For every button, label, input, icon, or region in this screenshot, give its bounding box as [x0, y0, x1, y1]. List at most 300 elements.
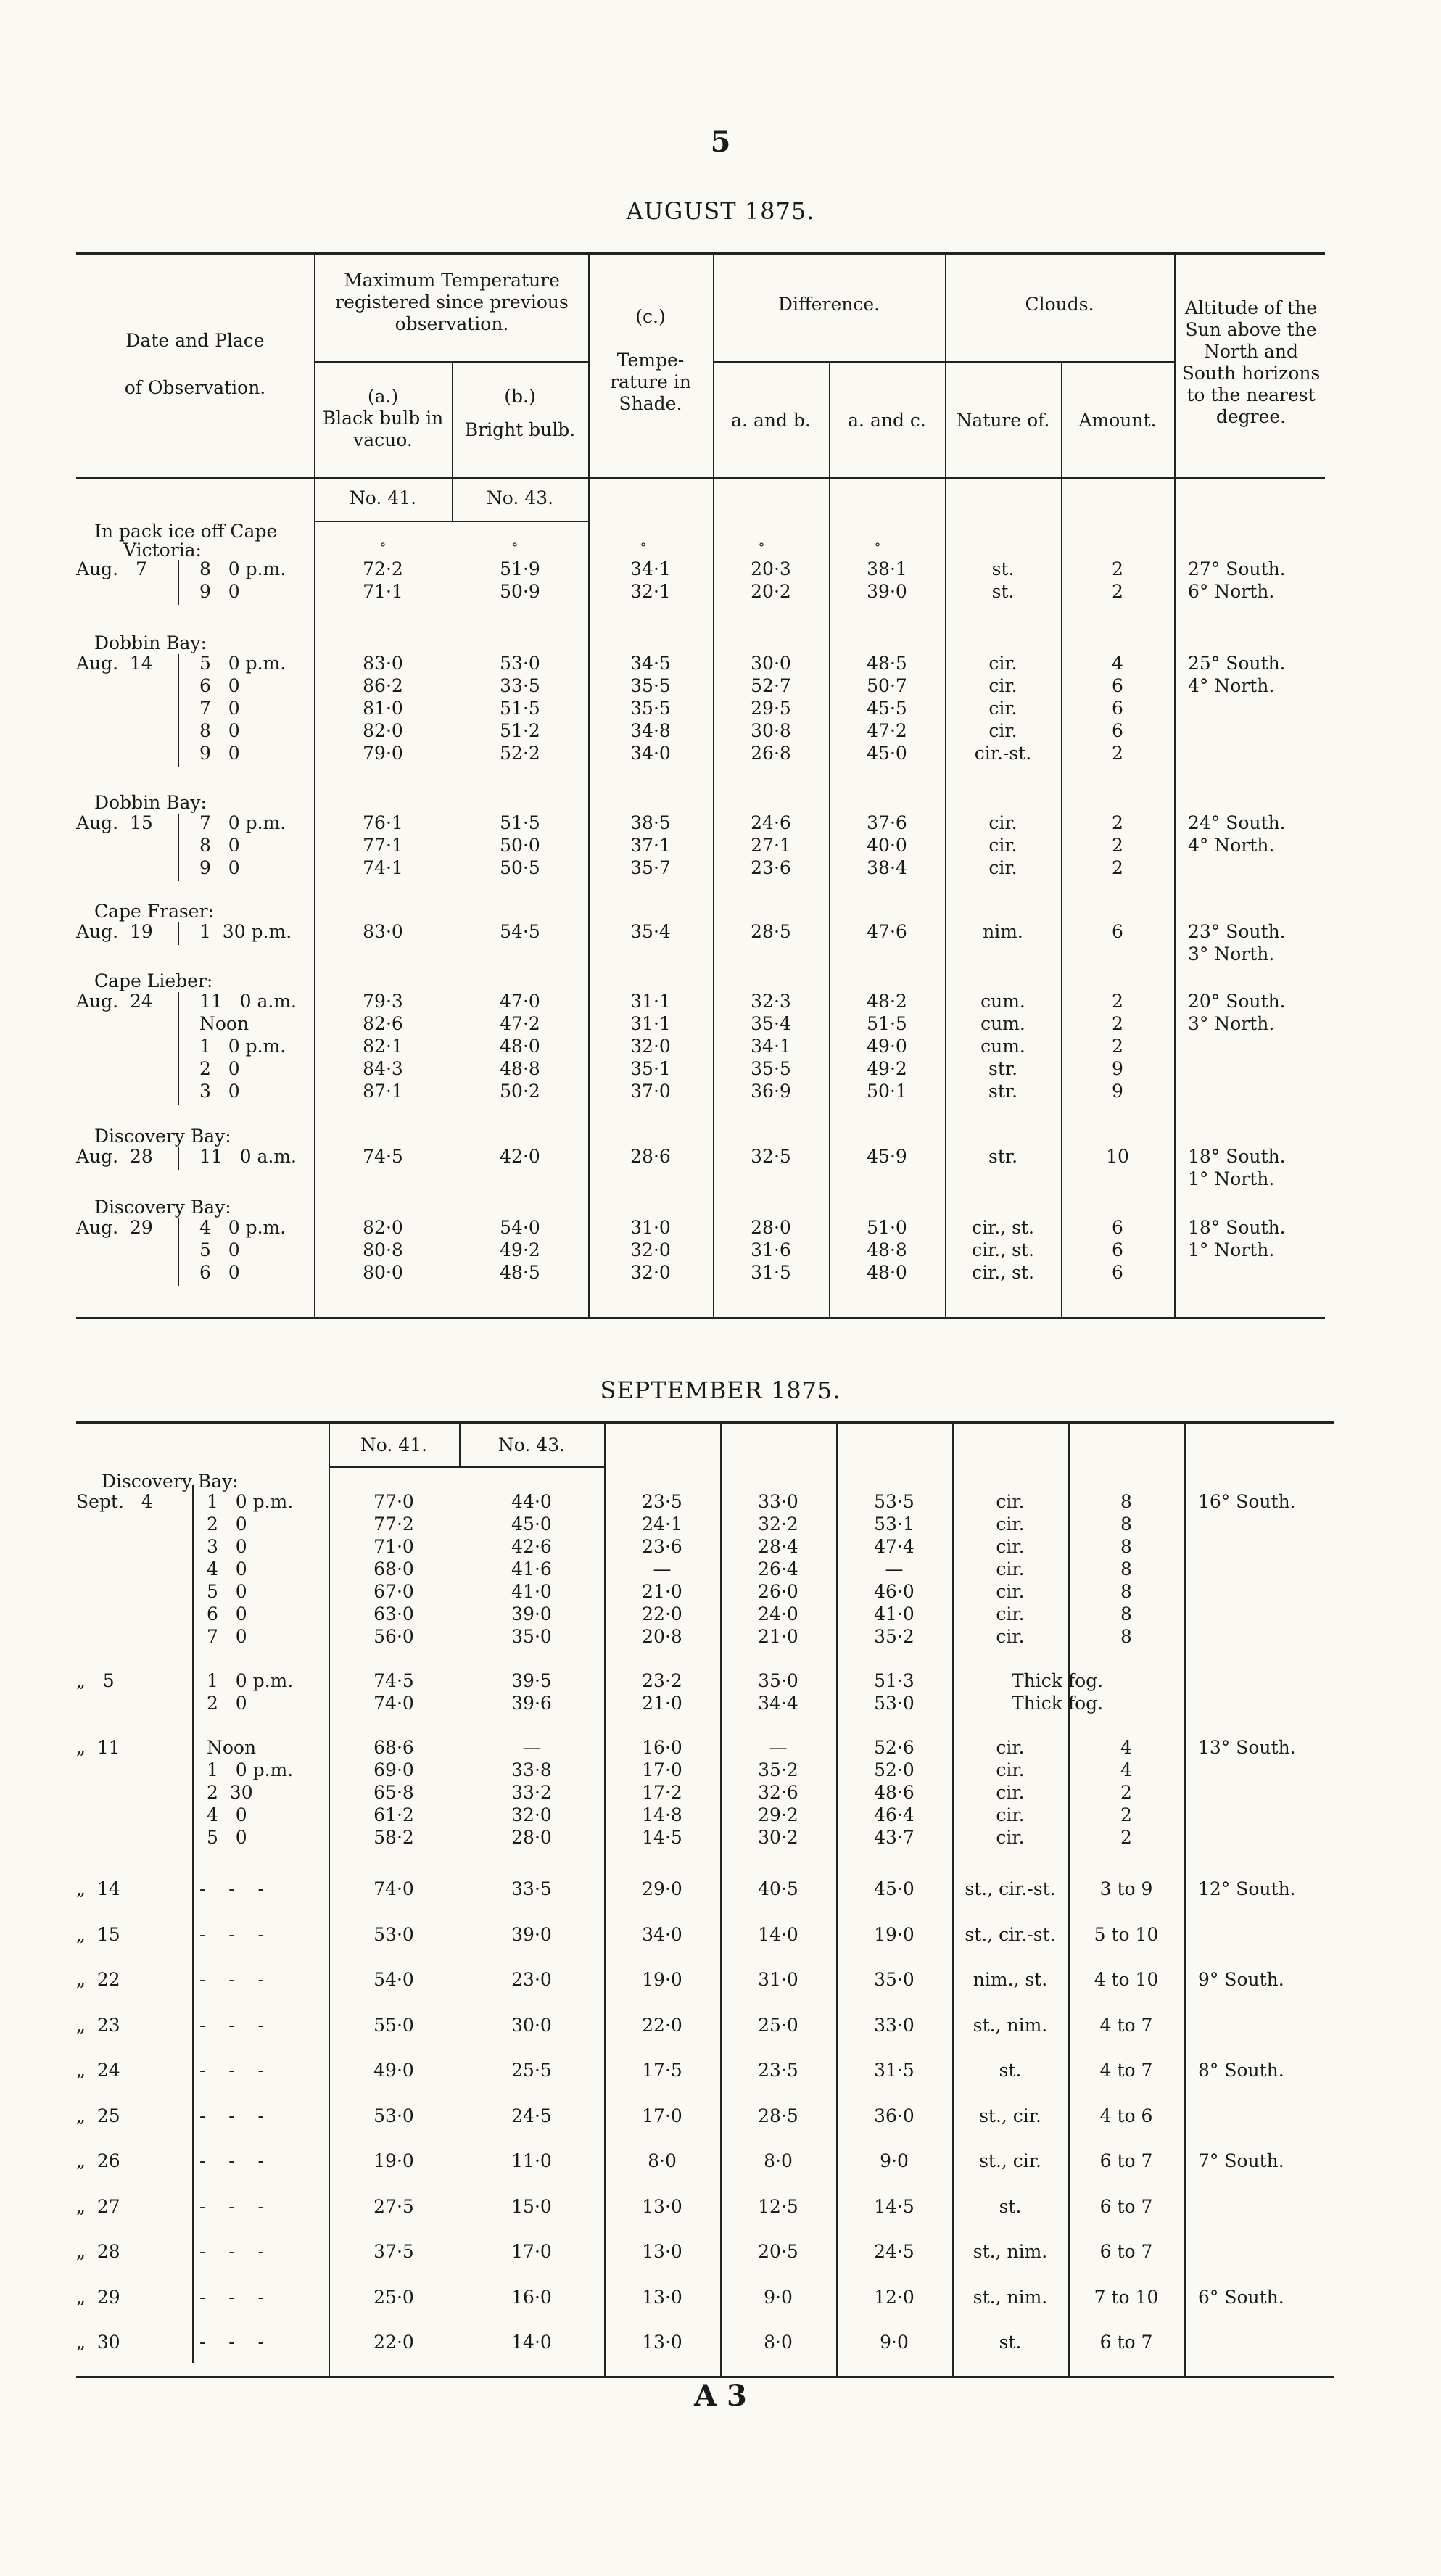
place-name: Dobbin Bay:: [94, 792, 207, 813]
value-ac: 48·6: [874, 1782, 914, 1803]
value-b: 33·8: [511, 1759, 552, 1780]
value-c: 34·5: [630, 653, 671, 674]
value-a: 79·3: [363, 991, 403, 1012]
degree-mark-a: °: [379, 541, 387, 556]
value-ac: 36·0: [874, 2105, 914, 2126]
value-a: 71·1: [363, 581, 403, 602]
value-b: 44·0: [511, 1491, 552, 1512]
value-a: 58·2: [373, 1827, 414, 1848]
value-b: 50·5: [500, 857, 540, 878]
value-b: 52·2: [500, 743, 540, 764]
obs-date: „ 22: [76, 1969, 120, 1990]
date-bar: [178, 992, 179, 1105]
value-b: 24·5: [511, 2105, 552, 2126]
ditto-dashes: - - -: [199, 2060, 264, 2081]
value-ab: 35·2: [758, 1759, 798, 1780]
sun-altitude: 1° North.: [1188, 1239, 1275, 1260]
sun-altitude: 1° North.: [1188, 1168, 1275, 1189]
sep-top-rule: [76, 1421, 1334, 1424]
value-ab: 31·6: [751, 1239, 791, 1260]
cloud-nature: cir.: [988, 675, 1017, 696]
value-a: 74·5: [363, 1146, 403, 1167]
value-ac: 47·6: [867, 921, 907, 942]
value-ac: 35·2: [874, 1626, 914, 1647]
value-b: 45·0: [511, 1514, 552, 1535]
obs-date: „ 25: [76, 2105, 120, 2126]
obs-date: Aug. 24: [76, 991, 153, 1012]
ditto-dashes: - - -: [199, 2332, 264, 2353]
cloud-amount: 8: [1120, 1603, 1132, 1625]
obs-time: 1 0 p.m.: [207, 1759, 294, 1780]
obs-time: 11 0 a.m.: [199, 991, 297, 1012]
obs-time: 8 0: [199, 835, 240, 856]
obs-time: 4 0 p.m.: [199, 1217, 286, 1238]
degree-mark-ab: °: [758, 541, 765, 556]
value-ab: 8·0: [764, 2150, 793, 2171]
obs-date: „ 23: [76, 2014, 120, 2036]
obs-date: Aug. 14: [76, 653, 153, 674]
value-b: 50·9: [500, 581, 540, 602]
obs-time: 8 0: [199, 720, 240, 741]
cloud-amount: 2: [1120, 1782, 1132, 1803]
sun-altitude: 7° South.: [1198, 2150, 1284, 2171]
value-c: 32·0: [630, 1239, 671, 1260]
value-ab: 31·5: [751, 1262, 791, 1283]
value-ab: 25·0: [758, 2014, 798, 2036]
value-ac: 49·0: [867, 1036, 907, 1057]
ditto-dashes: - - -: [199, 1923, 264, 1945]
sun-altitude: 27° South.: [1188, 558, 1286, 579]
hdr-date-place: Date and Place: [125, 330, 265, 351]
value-b: 17·0: [511, 2241, 552, 2262]
value-ac: 47·2: [867, 720, 907, 741]
obs-time: 9 0: [199, 743, 240, 764]
value-b: 33·2: [511, 1782, 552, 1803]
value-a: 63·0: [373, 1603, 414, 1625]
sep-col-alt: [1184, 1421, 1186, 2376]
obs-time: 6 0: [199, 675, 240, 696]
value-ab: 14·0: [758, 1923, 798, 1945]
place-name: Cape Lieber:: [94, 970, 213, 991]
value-a: 74·5: [373, 1670, 414, 1691]
value-ac: 41·0: [874, 1603, 914, 1625]
value-b: 41·6: [511, 1559, 552, 1580]
cloud-nature: st., cir.-st.: [965, 1923, 1056, 1945]
value-b: 49·2: [500, 1239, 540, 1260]
value-c: 13·0: [642, 2286, 682, 2308]
value-ac: 12·0: [874, 2286, 914, 2308]
cloud-nature: cir.: [988, 720, 1017, 741]
value-ab: 35·5: [751, 1058, 791, 1079]
value-ab: 23·5: [758, 2060, 798, 2081]
value-ab: 29·5: [751, 698, 791, 719]
value-ab: 35·0: [758, 1670, 798, 1691]
value-ac: 46·0: [874, 1581, 914, 1602]
value-a: 83·0: [363, 921, 403, 942]
value-ac: 38·4: [867, 857, 907, 878]
value-b: 42·0: [500, 1146, 540, 1167]
value-c: 21·0: [642, 1693, 682, 1714]
cloud-nature: str.: [988, 1146, 1018, 1167]
value-b: 50·0: [500, 835, 540, 856]
obs-time: 3 0: [199, 1081, 240, 1102]
cloud-amount: 2: [1112, 1013, 1123, 1034]
value-ab: 31·0: [758, 1969, 798, 1990]
sep-date-bar: [192, 1485, 194, 2363]
cloud-amount: 6: [1112, 1217, 1123, 1238]
cloud-nature: cir.: [988, 653, 1017, 674]
value-b: 53·0: [500, 653, 540, 674]
value-a: 74·1: [363, 857, 403, 878]
hdr-no43: No. 43.: [486, 487, 554, 508]
value-ab: 28·5: [758, 2105, 798, 2126]
hdr-ab: a. and b.: [731, 410, 811, 431]
value-c: 22·0: [642, 1603, 682, 1625]
value-a: 69·0: [373, 1759, 414, 1780]
sun-altitude: 4° North.: [1188, 675, 1275, 696]
value-c: 13·0: [642, 2332, 682, 2353]
obs-date: Aug. 29: [76, 1217, 153, 1238]
obs-date: „ 29: [76, 2286, 120, 2308]
value-c: 35·4: [630, 921, 671, 942]
value-c: 35·5: [630, 698, 671, 719]
date-bar: [178, 560, 179, 605]
value-ac: 24·5: [874, 2241, 914, 2262]
value-ab: 33·0: [758, 1491, 798, 1512]
value-a: 27·5: [373, 2195, 414, 2217]
cloud-nature: cum.: [980, 991, 1025, 1012]
value-a: 83·0: [363, 653, 403, 674]
ditto-dashes: - - -: [199, 1969, 264, 1990]
cloud-nature: cir.: [996, 1581, 1025, 1602]
hdr-amount: Amount.: [1078, 410, 1157, 431]
obs-date: Aug. 15: [76, 812, 153, 833]
value-a: 77·2: [373, 1514, 414, 1535]
value-ac: 48·8: [867, 1239, 907, 1260]
value-ac: 52·6: [874, 1737, 914, 1758]
value-ab: 28·0: [751, 1217, 791, 1238]
obs-time: 7 0 p.m.: [199, 812, 286, 833]
cloud-amount: 2: [1112, 857, 1123, 878]
cloud-amount: 8: [1120, 1514, 1132, 1535]
value-ab: 52·7: [751, 675, 791, 696]
value-c: 22·0: [642, 2014, 682, 2036]
hdr-nature: Nature of.: [956, 410, 1050, 431]
value-ac: 51·3: [874, 1670, 914, 1691]
sep-hdr-no41: No. 41.: [360, 1434, 428, 1456]
cloud-amount: 8: [1120, 1536, 1132, 1557]
value-b: 33·5: [511, 1878, 552, 1899]
cloud-amount: 7 to 10: [1094, 2286, 1159, 2308]
date-bar: [178, 1147, 179, 1170]
date-bar: [178, 1218, 179, 1286]
value-c: 17·0: [642, 2105, 682, 2126]
value-a: 65·8: [373, 1782, 414, 1803]
value-c: 31·0: [630, 1217, 671, 1238]
value-ab: 30·0: [751, 653, 791, 674]
value-ac: 51·5: [867, 1013, 907, 1034]
obs-date: „ 15: [76, 1923, 120, 1945]
cloud-amount: 9: [1112, 1081, 1123, 1102]
value-a: 87·1: [363, 1081, 403, 1102]
aug-bottom-rule: [76, 1317, 1325, 1319]
value-c: 23·5: [642, 1491, 682, 1512]
value-ac: 52·0: [874, 1759, 914, 1780]
value-b: 50·2: [500, 1081, 540, 1102]
value-a: 61·2: [373, 1804, 414, 1825]
hdr-difference: Difference.: [777, 294, 880, 315]
cloud-nature: cir.: [988, 812, 1017, 833]
cloud-amount: 4: [1120, 1759, 1132, 1780]
value-c: 31·1: [630, 991, 671, 1012]
value-b: 39·5: [511, 1670, 552, 1691]
hdr-clouds: Clouds.: [1025, 294, 1094, 315]
value-a: 86·2: [363, 675, 403, 696]
value-a: 81·0: [363, 698, 403, 719]
value-a: 84·3: [363, 1058, 403, 1079]
value-b: 11·0: [511, 2150, 552, 2171]
obs-time: 11 0 a.m.: [199, 1146, 297, 1167]
sep-hdr-no43: No. 43.: [497, 1434, 566, 1456]
cloud-nature: cir.: [988, 698, 1017, 719]
value-b: 23·0: [511, 1969, 552, 1990]
value-ab: 28·5: [751, 921, 791, 942]
value-ab: —: [769, 1737, 788, 1758]
cloud-amount: 8: [1120, 1559, 1132, 1580]
obs-time: 7 0: [207, 1626, 247, 1647]
cloud-nature: str.: [988, 1081, 1018, 1102]
obs-time: 9 0: [199, 857, 240, 878]
place-name: In pack ice off Cape: [94, 521, 278, 542]
value-ab: 34·4: [758, 1693, 798, 1714]
value-ab: 26·4: [758, 1559, 798, 1580]
cloud-nature: st., cir.-st.: [965, 1878, 1056, 1899]
obs-time: 1 0 p.m.: [199, 1036, 286, 1057]
obs-date: „ 28: [76, 2241, 120, 2262]
value-a: 68·0: [373, 1559, 414, 1580]
value-ab: 40·5: [758, 1878, 798, 1899]
hdr-c-text: Tempe- rature in Shade.: [610, 350, 691, 414]
value-ac: 37·6: [867, 812, 907, 833]
cloud-nature: cir., st.: [972, 1217, 1034, 1238]
value-ac: 45·5: [867, 698, 907, 719]
hdr-of-observation: of Observation.: [124, 377, 266, 398]
value-b: 54·0: [500, 1217, 540, 1238]
value-a: 82·1: [363, 1036, 403, 1057]
value-b: 51·5: [500, 812, 540, 833]
value-c: 37·1: [630, 835, 671, 856]
value-ab: 24·0: [758, 1603, 798, 1625]
value-ab: 20·5: [758, 2241, 798, 2262]
value-ac: 50·1: [867, 1081, 907, 1102]
sun-altitude: 18° South.: [1188, 1146, 1286, 1167]
date-bar: [178, 922, 179, 945]
cloud-amount: 5 to 10: [1094, 1923, 1159, 1945]
aug-top-rule: [76, 252, 1325, 255]
sun-altitude: 4° North.: [1188, 835, 1275, 856]
value-a: 56·0: [373, 1626, 414, 1647]
obs-time: 2 30: [207, 1782, 253, 1803]
value-c: 32·0: [630, 1262, 671, 1283]
cloud-nature: cir.: [996, 1491, 1025, 1512]
value-c: 34·0: [630, 743, 671, 764]
cloud-amount: 6 to 7: [1099, 2332, 1153, 2353]
value-c: 37·0: [630, 1081, 671, 1102]
value-ab: 20·3: [751, 558, 791, 579]
cloud-nature: st.: [999, 2195, 1022, 2217]
value-c: 13·0: [642, 2241, 682, 2262]
value-c: 28·6: [630, 1146, 671, 1167]
cloud-amount: 8: [1120, 1491, 1132, 1512]
cloud-amount: 4 to 6: [1099, 2105, 1153, 2126]
place-name: Cape Fraser:: [94, 901, 214, 922]
cloud-nature: cir., st.: [972, 1262, 1034, 1283]
value-b: 42·6: [511, 1536, 552, 1557]
value-ac: 9·0: [880, 2150, 909, 2171]
degree-mark-c: °: [640, 541, 647, 556]
cloud-amount: 2: [1112, 835, 1123, 856]
value-ac: 48·0: [867, 1262, 907, 1283]
obs-time: 4 0: [207, 1804, 247, 1825]
september-title: SEPTEMBER 1875.: [600, 1376, 841, 1404]
cloud-amount: 2: [1112, 991, 1123, 1012]
cloud-amount: 4 to 7: [1099, 2060, 1153, 2081]
value-b: 32·0: [511, 1804, 552, 1825]
aug-col-alt: [1174, 252, 1176, 1317]
value-c: 14·8: [642, 1804, 682, 1825]
cloud-nature: nim., st.: [973, 1969, 1048, 1990]
cloud-amount: 8: [1120, 1626, 1132, 1647]
value-b: 39·6: [511, 1693, 552, 1714]
obs-time: 3 0: [207, 1536, 247, 1557]
value-b: 14·0: [511, 2332, 552, 2353]
value-a: 74·0: [373, 1878, 414, 1899]
value-c: 24·1: [642, 1514, 682, 1535]
aug-no-rule: [314, 521, 588, 522]
value-ac: 9·0: [880, 2332, 909, 2353]
value-ab: 28·4: [758, 1536, 798, 1557]
value-ab: 32·3: [751, 991, 791, 1012]
value-ac: 45·0: [874, 1878, 914, 1899]
obs-date: „ 27: [76, 2195, 120, 2217]
cloud-nature: cir.: [996, 1603, 1025, 1625]
value-c: 17·5: [642, 2060, 682, 2081]
value-ac: 45·9: [867, 1146, 907, 1167]
sep-no-rule: [329, 1466, 604, 1468]
aug-diff-sub-rule: [713, 361, 1174, 363]
value-b: 28·0: [511, 1827, 552, 1848]
value-a: 68·6: [373, 1737, 414, 1758]
value-b: 47·2: [500, 1013, 540, 1034]
value-ac: 39·0: [867, 581, 907, 602]
cloud-nature: st., nim.: [973, 2241, 1048, 2262]
cloud-amount: 4: [1120, 1737, 1132, 1758]
value-c: 17·0: [642, 1759, 682, 1780]
obs-time: 2 0: [207, 1514, 247, 1535]
value-c: 31·1: [630, 1013, 671, 1034]
obs-date: „ 24: [76, 2060, 120, 2081]
cloud-nature: str.: [988, 1058, 1018, 1079]
cloud-nature: st.: [991, 581, 1015, 602]
cloud-nature: cir.: [988, 835, 1017, 856]
value-ab: 32·6: [758, 1782, 798, 1803]
value-c: 34·0: [642, 1923, 682, 1945]
value-a: 25·0: [373, 2286, 414, 2308]
value-c: 17·2: [642, 1782, 682, 1803]
value-c: —: [653, 1559, 672, 1580]
aug-header-rule: [76, 477, 1325, 479]
cloud-amount: 6: [1112, 720, 1123, 741]
obs-date: „ 14: [76, 1878, 120, 1899]
obs-time: 1 0 p.m.: [207, 1670, 294, 1691]
value-ac: 19·0: [874, 1923, 914, 1945]
cloud-amount: 2: [1112, 581, 1123, 602]
degree-mark-b: °: [511, 541, 519, 556]
cloud-nature: cir., st.: [972, 1239, 1034, 1260]
value-a: 53·0: [373, 1923, 414, 1945]
value-ab: 35·4: [751, 1013, 791, 1034]
value-a: 77·1: [363, 835, 403, 856]
value-ab: 20·2: [751, 581, 791, 602]
value-b: 41·0: [511, 1581, 552, 1602]
cloud-amount: 6 to 7: [1099, 2195, 1153, 2217]
cloud-nature: cir.-st.: [974, 743, 1032, 764]
sun-altitude: 9° South.: [1198, 1969, 1284, 1990]
value-c: 21·0: [642, 1581, 682, 1602]
value-ac: 38·1: [867, 558, 907, 579]
august-title: AUGUST 1875.: [626, 197, 815, 225]
value-ab: 21·0: [758, 1626, 798, 1647]
obs-date: Aug. 7: [76, 558, 147, 579]
obs-time: 8 0 p.m.: [199, 558, 286, 579]
value-c: 34·8: [630, 720, 671, 741]
value-c: 35·7: [630, 857, 671, 878]
sun-altitude: 25° South.: [1188, 653, 1286, 674]
place-name: Victoria:: [123, 540, 202, 561]
obs-date: Aug. 19: [76, 921, 153, 942]
hdr-b-label: (b.): [504, 386, 536, 407]
value-ac: 46·4: [874, 1804, 914, 1825]
value-a: 54·0: [373, 1969, 414, 1990]
value-ac: 53·1: [874, 1514, 914, 1535]
cloud-nature: st.: [999, 2060, 1022, 2081]
place-name: Dobbin Bay:: [94, 632, 207, 653]
cloud-amount: 6: [1112, 698, 1123, 719]
ditto-dashes: - - -: [199, 2014, 264, 2036]
cloud-nature: st., cir.: [979, 2150, 1041, 2171]
value-a: 76·1: [363, 812, 403, 833]
value-a: 37·5: [373, 2241, 414, 2262]
cloud-nature: Thick fog.: [1012, 1693, 1104, 1714]
value-ab: 27·1: [751, 835, 791, 856]
sun-altitude: 6° North.: [1188, 581, 1275, 602]
value-b: 48·8: [500, 1058, 540, 1079]
cloud-nature: st.: [999, 2332, 1022, 2353]
value-b: 54·5: [500, 921, 540, 942]
obs-date: „ 30: [76, 2332, 120, 2353]
cloud-amount: 8: [1120, 1581, 1132, 1602]
cloud-nature: st.: [991, 558, 1015, 579]
value-ac: 14·5: [874, 2195, 914, 2217]
ditto-dashes: - - -: [199, 2150, 264, 2171]
cloud-nature: cir.: [996, 1559, 1025, 1580]
value-ab: 32·2: [758, 1514, 798, 1535]
hdr-ac: a. and c.: [848, 410, 926, 431]
cloud-nature: cir.: [996, 1514, 1025, 1535]
obs-time: 4 0: [207, 1559, 247, 1580]
place-name: Discovery Bay:: [94, 1197, 231, 1218]
value-ac: 48·5: [867, 653, 907, 674]
